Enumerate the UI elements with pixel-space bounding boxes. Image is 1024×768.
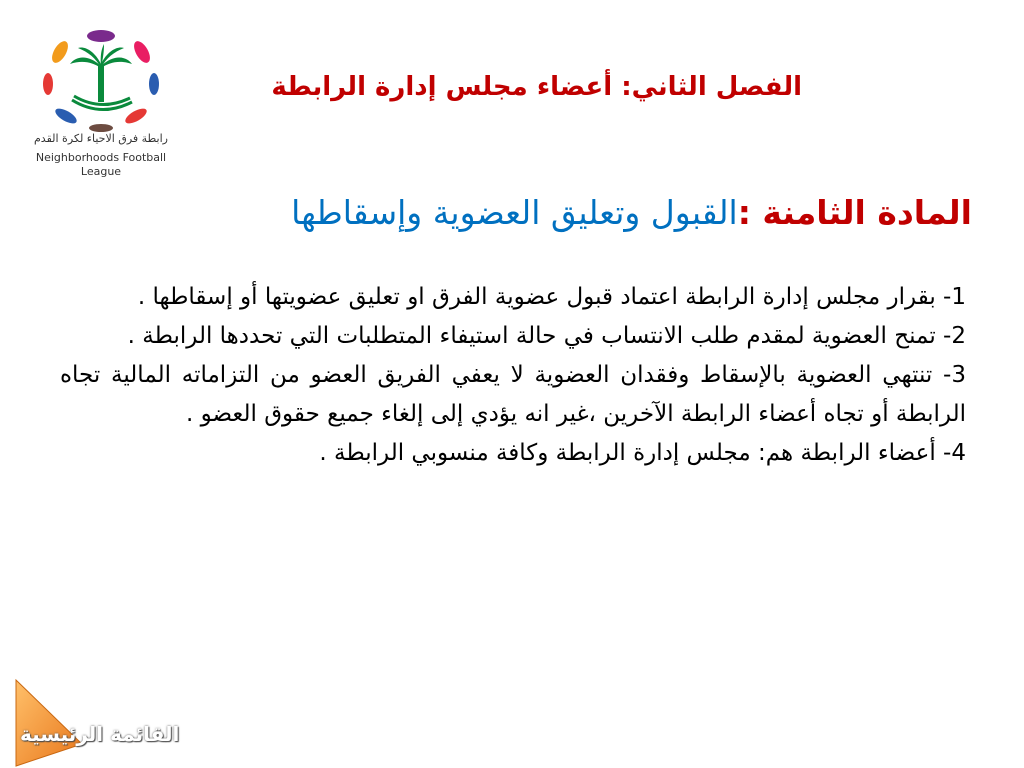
- home-button-label: القائمة الرئيسية: [20, 722, 180, 746]
- palm-swords-emblem-icon: [38, 26, 164, 132]
- article-item-1: 1- بقرار مجلس إدارة الرابطة اعتماد قبول عضوية الفرق او تعليق عضويتها أو إسقاطها .: [137, 284, 966, 310]
- article-item-3: 3- تنتهي العضوية بالإسقاط وفقدان العضوية لا يعفي الفريق العضو من التزاماته المالية تجاه الرابطة أو تجاه أعضاء الرابطة الآخرين ،غير انه يؤدي إلى إلغاء جميع حقوق العضو .: [60, 362, 966, 427]
- article-label: المادة الثامنة :: [737, 193, 972, 232]
- chapter-title: الفصل الثاني: أعضاء مجلس إدارة الرابطة: [271, 72, 802, 102]
- article-title: القبول وتعليق العضوية وإسقاطها: [291, 193, 738, 232]
- orange-triangle-arrow-icon: [0, 668, 90, 768]
- article-item-4: 4- أعضاء الرابطة هم: مجلس إدارة الرابطة وكافة منسوبي الرابطة .: [319, 440, 966, 466]
- article-body: [60, 278, 966, 473]
- logo-name-english-line2: League: [80, 165, 122, 178]
- article-heading: [291, 193, 972, 232]
- logo-name-arabic: رابطة فرق الاحياء لكرة القدم: [34, 132, 168, 145]
- logo-name-english-line1: Neighborhoods Football: [35, 151, 167, 164]
- home-button[interactable]: [0, 668, 180, 768]
- article-item-2: 2- تمنح العضوية لمقدم طلب الانتساب في حالة استيفاء المتطلبات التي تحددها الرابطة .: [127, 323, 966, 349]
- logo-name-english: [18, 151, 184, 179]
- league-logo: [18, 26, 184, 186]
